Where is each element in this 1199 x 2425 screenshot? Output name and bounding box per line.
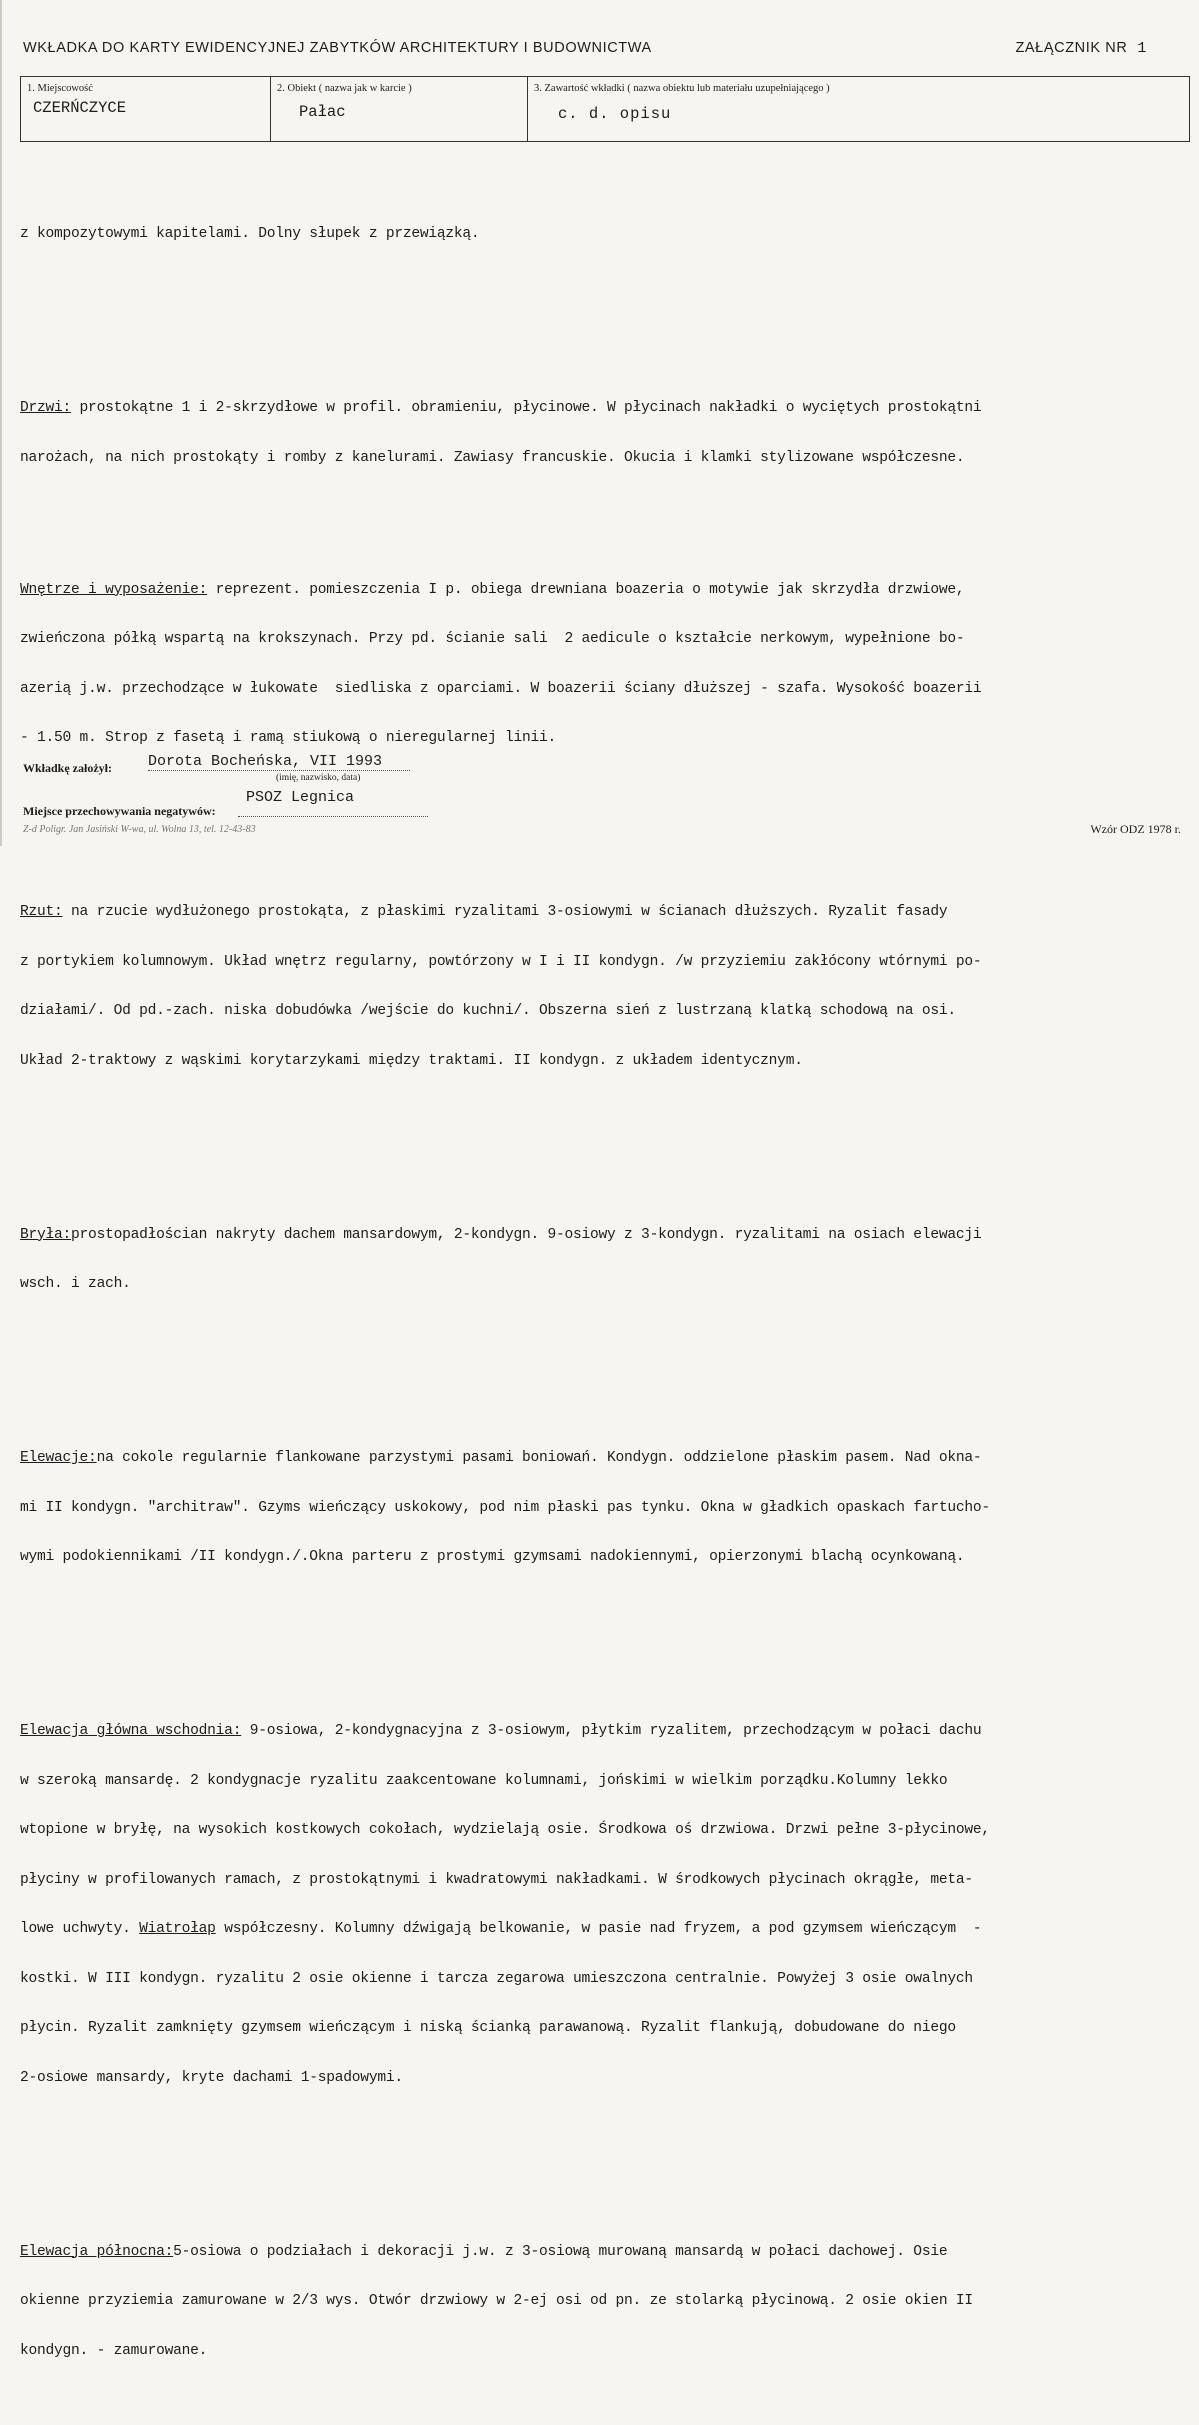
text-line: 2-osiowe mansardy, kryte dachami 1-spadowymi. — [20, 2069, 403, 2086]
section-heading-interior: Wnętrze i wyposażenie: — [20, 581, 208, 598]
negatives-label: Miejsce przechowywania negatywów: — [23, 804, 216, 818]
section-heading-elevations: Elewacje: — [20, 1450, 97, 1466]
paragraph-doors — [20, 367, 1195, 499]
text-line — [20, 1921, 1195, 1938]
paragraph-east-elevation — [20, 1690, 1195, 2119]
text-line: płycin. Ryzalit zamknięty gzymsem wieńczącym i niską ścianką parawanową. Ryzalit flankują, dobudowane do niego — [20, 2020, 956, 2036]
paragraph-elevations — [20, 1417, 1195, 1599]
section-heading-east-elevation: Elewacja główna wschodnia: — [20, 1723, 242, 1739]
annex-label-text: ZAŁĄCZNIK NR — [1015, 40, 1128, 56]
object-field — [271, 77, 528, 141]
text-line — [20, 2244, 1195, 2261]
founder-value: Dorota Bocheńska, VII 1993 — [148, 753, 410, 771]
text-line: - 1.50 m. Strop z fasetą i ramą stiukową o nieregularnej linii. — [20, 730, 556, 746]
section-heading-windbreak: Wiatrołap — [139, 1921, 216, 1937]
paragraph-north-elevation — [20, 2211, 1195, 2393]
text-line: w szeroką mansardę. 2 kondygnacje ryzalitu zaakcentowane kolumnami, jońskimi w wielkim porządku.Kolumny lekko — [20, 1772, 948, 1789]
paragraph-massing — [20, 1194, 1195, 1326]
text-line — [20, 1723, 1195, 1740]
locality-field — [21, 77, 271, 141]
object-label: 2. Obiekt ( nazwa jak w karcie ) — [277, 83, 412, 94]
text-span: na cokole regularnie flankowane parzystymi pasami boniowań. Kondygn. oddzielone płaskim pasem. Nad okna- — [96, 1450, 982, 1466]
text-span: lowe uchwyty. — [20, 1921, 140, 1937]
text-span: reprezent. pomieszczenia I p. obiega drewniana boazeria o motywie jak skrzydła drzwiowe, — [207, 581, 965, 598]
section-heading-plan: Rzut: — [20, 904, 63, 920]
section-heading-doors: Drzwi: — [20, 400, 72, 416]
negatives-value: PSOZ Legnica — [246, 789, 355, 806]
text-span: 9-osiowa, 2-kondygnacyjna z 3-osiowym, płytkim ryzalitem, przechodzącym w połaci dachu — [241, 1723, 982, 1739]
text-span: 5-osiowa o podziałach i dekoracji j.w. z 3-osiową murowaną mansardą w połaci dachowej. Osie — [173, 2243, 948, 2260]
text-line: wymi podokiennikami /II kondygn./.Okna parteru z prostymi gzymsami nadokiennymi, opierzonymi blachą ocynkowaną. — [20, 1549, 965, 1565]
object-value: Pałac — [299, 103, 346, 121]
text-line: z kompozytowymi kapitelami. Dolny słupek z przewiązką. — [20, 226, 480, 242]
text-line — [20, 1227, 1195, 1244]
text-line: okienne przyziemia zamurowane w 2/3 wys. Otwór drzwiowy w 2-ej osi od pn. ze stolarką płycinową. 2 osie okien II — [20, 2293, 973, 2309]
text-line — [20, 400, 1195, 417]
founder-label: Wkładkę założył: — [23, 761, 112, 775]
annex-label — [1015, 40, 1147, 57]
text-line: działami/. Od pd.-zach. niska dobudówka /wejście do kuchni/. Obszerna sień z lustrzaną klatką schodową na osi. — [20, 1003, 956, 1019]
text-line: wsch. i zach. — [20, 1276, 131, 1292]
section-heading-massing: Bryła: — [20, 1226, 72, 1243]
text-line: narożach, na nich prostokąty i romby z kanelurami. Zawiasy francuskie. Okucia i klamki stylizowane współczesne. — [20, 449, 965, 466]
text-span: prostokątne 1 i 2-skrzydłowe w profil. obramieniu, płycinowe. W płycinach nakładki o wyciętych prostokątni — [71, 400, 982, 416]
text-span: na rzucie wydłużonego prostokąta, z płaskimi ryzalitami 3-osiowymi w ścianach dłuższych. Ryzalit fasady — [62, 904, 948, 920]
text-line: z portykiem kolumnowym. Układ wnętrz regularny, powtórzony w I i II kondygn. /w przyziemiu zakłócony wtórnymi po- — [20, 953, 982, 970]
text-line — [20, 904, 1195, 921]
text-line: mi II kondygn. "architraw". Gzyms wieńczący uskokowy, pod nim płaski pas tynku. Okna w gładkich opaskach fartucho- — [20, 1499, 990, 1516]
header-fields — [20, 76, 1190, 142]
text-span: współczesny. Kolumny dźwigają belkowanie, w pasie nad fryzem, a pod gzymsem wieńczącym - — [215, 1921, 982, 1937]
paragraph-interior — [20, 549, 1195, 780]
content-value: c. d. opisu — [558, 105, 672, 123]
section-heading-north-elevation: Elewacja północna: — [20, 2243, 174, 2260]
locality-value: CZERŃCZYCE — [33, 99, 127, 117]
description-body — [20, 160, 1195, 2425]
annex-number: 1 — [1137, 40, 1147, 57]
form-title: WKŁADKA DO KARTY EWIDENCYJNEJ ZABYTKÓW ARCHITEKTURY I BUDOWNICTWA — [23, 40, 652, 56]
content-field — [528, 77, 1189, 141]
content-label: 3. Zawartość wkładki ( nazwa obiektu lub materiału uzupełniającego ) — [534, 83, 830, 94]
founder-hint: (imię, nazwisko, data) — [276, 773, 361, 783]
form-code: Wzór ODZ 1978 r. — [1090, 822, 1181, 836]
text-span: prostopadłościan nakryty dachem mansardowym, 2-kondygn. 9-osiowy z 3-kondygn. ryzalitami na osiach elewacji — [71, 1226, 982, 1243]
text-line: Układ 2-traktowy z wąskimi korytarzykami między traktami. II kondygn. z układem identycznym. — [20, 1052, 803, 1069]
printer-imprint: Z-d Poligr. Jan Jasiński W-wa, ul. Wolna 13, tel. 12-43-83 — [23, 824, 256, 835]
locality-label: 1. Miejscowość — [27, 83, 93, 94]
text-line: zwieńczona półką wspartą na krokszynach. Przy pd. ścianie sali 2 aedicule o kształcie nerkowym, wypełnione bo- — [20, 631, 965, 647]
text-line — [20, 582, 1195, 599]
paragraph-plan — [20, 871, 1195, 1102]
paragraph-capitals — [20, 193, 1195, 276]
text-line: płyciny w profilowanych ramach, z prostokątnymi i kwadratowymi nakładkami. W środkowych płycinach okrągłe, meta- — [20, 1871, 973, 1888]
text-line: kondygn. - zamurowane. — [20, 2342, 208, 2359]
text-line: kostki. W III kondygn. ryzalitu 2 osie okienne i tarcza zegarowa umieszczona centralnie. Powyżej 3 osie owalnych — [20, 1970, 973, 1987]
text-line: azerią j.w. przechodzące w łukowate siedliska z oparciami. W boazerii ściany dłuższej - szafa. Wysokość boazerii — [20, 680, 982, 697]
text-line: wtopione w bryłę, na wysokich kostkowych cokołach, wydzielają osie. Środkowa oś drzwiowa. Drzwi pełne 3-płycinowe, — [20, 1822, 990, 1838]
negatives-dotted-line — [238, 816, 428, 817]
text-line — [20, 1450, 1195, 1467]
